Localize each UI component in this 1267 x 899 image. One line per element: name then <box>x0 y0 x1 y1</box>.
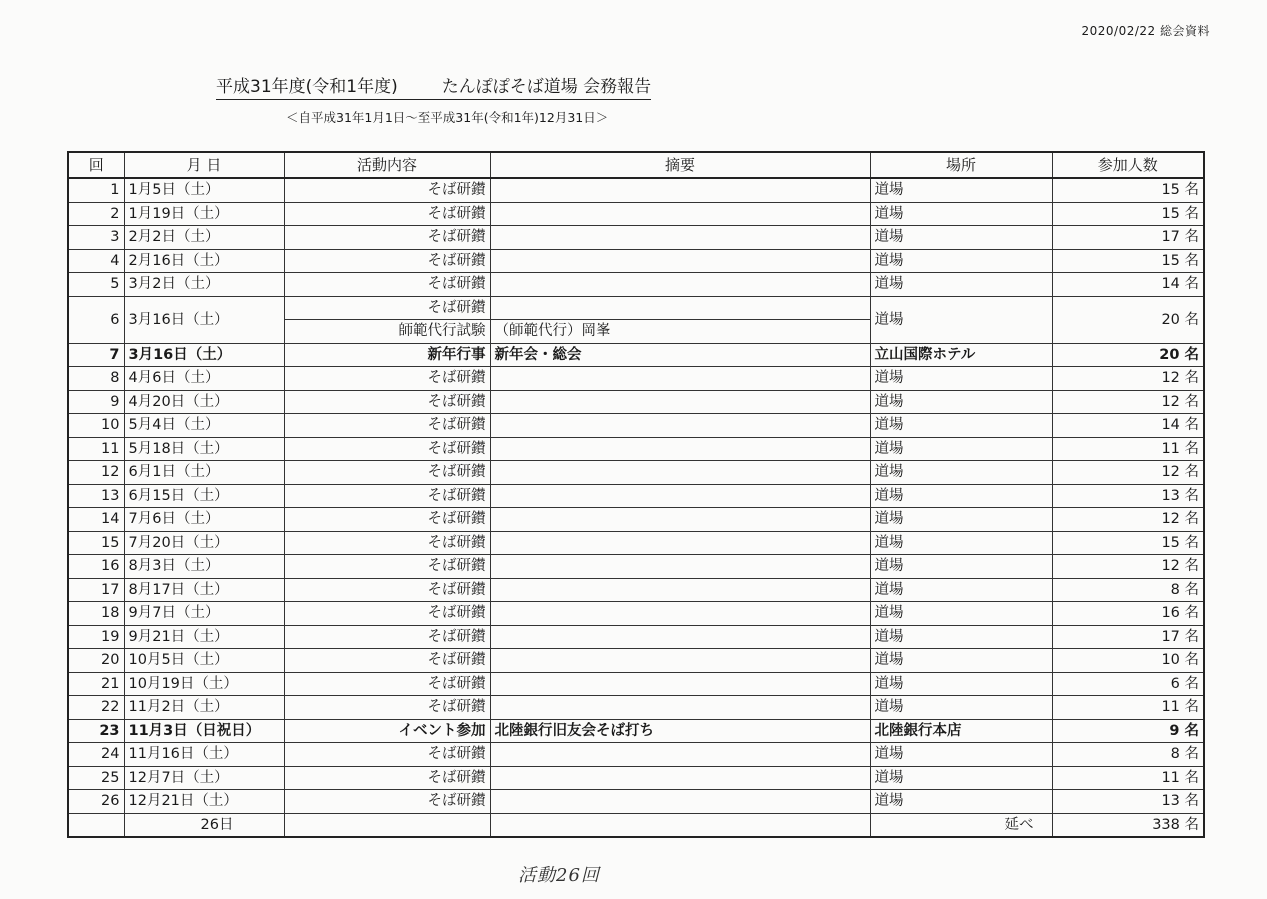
row-summary <box>490 531 870 555</box>
row-activity: そば研鑚 <box>284 437 490 461</box>
row-summary <box>490 367 870 391</box>
row-count: 11 名 <box>1052 766 1204 790</box>
table-row <box>68 414 1204 438</box>
header-count: 参加人数 <box>1052 152 1204 178</box>
row-activity: そば研鑚 <box>284 766 490 790</box>
row-summary <box>490 273 870 297</box>
row-date: 2月16日（土） <box>124 249 284 273</box>
row-number: 4 <box>68 249 124 273</box>
row-summary <box>490 672 870 696</box>
table-row <box>68 602 1204 626</box>
row-date: 1月19日（土） <box>124 202 284 226</box>
row-number: 20 <box>68 649 124 673</box>
table-row <box>68 766 1204 790</box>
row-date: 11月2日（土） <box>124 696 284 720</box>
total-blank <box>284 813 490 837</box>
header-summary: 摘要 <box>490 152 870 178</box>
row-summary: 新年会・総会 <box>490 343 870 367</box>
row-date: 7月6日（土） <box>124 508 284 532</box>
row-count: 8 名 <box>1052 743 1204 767</box>
row-count: 12 名 <box>1052 555 1204 579</box>
row-place: 道場 <box>870 649 1052 673</box>
total-blank <box>490 813 870 837</box>
row-summary <box>490 743 870 767</box>
row-date: 12月21日（土） <box>124 790 284 814</box>
row-activity: そば研鑚 <box>284 602 490 626</box>
row-count: 20 名 <box>1052 343 1204 367</box>
table-row <box>68 743 1204 767</box>
total-label: 延べ <box>870 813 1052 837</box>
row-count: 14 名 <box>1052 414 1204 438</box>
row-activity: そば研鑚 <box>284 790 490 814</box>
row-place: 道場 <box>870 390 1052 414</box>
row-summary-secondary: （師範代行）岡峯 <box>490 320 870 344</box>
row-number: 21 <box>68 672 124 696</box>
row-activity: そば研鑚 <box>284 390 490 414</box>
row-date: 3月2日（土） <box>124 273 284 297</box>
row-count: 16 名 <box>1052 602 1204 626</box>
row-activity: そば研鑚 <box>284 578 490 602</box>
row-activity: そば研鑚 <box>284 625 490 649</box>
row-activity: そば研鑚 <box>284 461 490 485</box>
row-summary <box>490 649 870 673</box>
header-no: 回 <box>68 152 124 178</box>
row-number: 17 <box>68 578 124 602</box>
header-activity: 活動内容 <box>284 152 490 178</box>
table-row <box>68 790 1204 814</box>
row-count: 12 名 <box>1052 461 1204 485</box>
row-number: 12 <box>68 461 124 485</box>
activity-report-table <box>67 151 1205 838</box>
row-activity: そば研鑚 <box>284 296 490 320</box>
row-count: 11 名 <box>1052 437 1204 461</box>
row-summary <box>490 696 870 720</box>
row-activity: そば研鑚 <box>284 484 490 508</box>
header-date: 月 日 <box>124 152 284 178</box>
row-activity: そば研鑚 <box>284 696 490 720</box>
table-row <box>68 226 1204 250</box>
title-organization: たんぽぽそば道場 会務報告 <box>441 77 652 97</box>
row-summary <box>490 249 870 273</box>
header-place: 場所 <box>870 152 1052 178</box>
row-count: 13 名 <box>1052 790 1204 814</box>
table-total-row <box>68 813 1204 837</box>
row-activity: そば研鑚 <box>284 508 490 532</box>
table-row <box>68 696 1204 720</box>
table-row <box>68 625 1204 649</box>
row-place: 北陸銀行本店 <box>870 719 1052 743</box>
table-row <box>68 273 1204 297</box>
row-place: 道場 <box>870 202 1052 226</box>
total-days: 26日 <box>124 813 284 837</box>
row-count: 8 名 <box>1052 578 1204 602</box>
table-row <box>68 178 1204 202</box>
row-place: 道場 <box>870 672 1052 696</box>
row-place: 道場 <box>870 743 1052 767</box>
title-fiscal-year: 平成31年度(令和1年度) <box>216 77 398 97</box>
row-count: 15 名 <box>1052 178 1204 202</box>
row-number: 16 <box>68 555 124 579</box>
row-place: 道場 <box>870 367 1052 391</box>
row-date: 4月6日（土） <box>124 367 284 391</box>
row-activity: 新年行事 <box>284 343 490 367</box>
total-blank <box>68 813 124 837</box>
row-place: 道場 <box>870 508 1052 532</box>
row-activity: そば研鑚 <box>284 202 490 226</box>
row-activity: そば研鑚 <box>284 178 490 202</box>
row-date: 9月7日（土） <box>124 602 284 626</box>
row-place: 道場 <box>870 178 1052 202</box>
row-date: 8月17日（土） <box>124 578 284 602</box>
row-place: 道場 <box>870 602 1052 626</box>
row-number: 13 <box>68 484 124 508</box>
row-summary <box>490 766 870 790</box>
row-number: 25 <box>68 766 124 790</box>
table-row <box>68 437 1204 461</box>
row-place: 立山国際ホテル <box>870 343 1052 367</box>
row-place: 道場 <box>870 249 1052 273</box>
row-place: 道場 <box>870 578 1052 602</box>
row-number: 9 <box>68 390 124 414</box>
row-number: 8 <box>68 367 124 391</box>
row-place: 道場 <box>870 696 1052 720</box>
row-count: 11 名 <box>1052 696 1204 720</box>
document-date-label: 2020/02/22 総会資料 <box>1081 24 1210 38</box>
row-summary <box>490 625 870 649</box>
row-date: 10月5日（土） <box>124 649 284 673</box>
row-summary <box>490 437 870 461</box>
row-number: 18 <box>68 602 124 626</box>
row-date: 10月19日（土） <box>124 672 284 696</box>
report-period: ＜自平成31年1月1日～至平成31年(令和1年)12月31日＞ <box>286 110 609 125</box>
row-summary <box>490 461 870 485</box>
row-place: 道場 <box>870 273 1052 297</box>
row-date: 1月5日（土） <box>124 178 284 202</box>
row-count: 15 名 <box>1052 202 1204 226</box>
table-row <box>68 367 1204 391</box>
row-count: 10 名 <box>1052 649 1204 673</box>
row-number: 24 <box>68 743 124 767</box>
row-activity: そば研鑚 <box>284 672 490 696</box>
row-summary <box>490 390 870 414</box>
row-summary <box>490 414 870 438</box>
row-activity: そば研鑚 <box>284 555 490 579</box>
row-date: 7月20日（土） <box>124 531 284 555</box>
row-date: 9月21日（土） <box>124 625 284 649</box>
row-place: 道場 <box>870 296 1052 343</box>
row-place: 道場 <box>870 625 1052 649</box>
row-place: 道場 <box>870 766 1052 790</box>
table-row <box>68 461 1204 485</box>
row-summary <box>490 578 870 602</box>
row-number: 5 <box>68 273 124 297</box>
row-number: 6 <box>68 296 124 343</box>
row-summary <box>490 790 870 814</box>
table-row <box>68 202 1204 226</box>
row-activity-secondary: 師範代行試験 <box>284 320 490 344</box>
table-row <box>68 719 1204 743</box>
table-row <box>68 649 1204 673</box>
row-number: 1 <box>68 178 124 202</box>
table-row <box>68 484 1204 508</box>
row-summary <box>490 508 870 532</box>
row-date: 12月7日（土） <box>124 766 284 790</box>
table-row <box>68 508 1204 532</box>
row-summary <box>490 296 870 320</box>
row-place: 道場 <box>870 484 1052 508</box>
row-number: 11 <box>68 437 124 461</box>
row-date: 11月3日（日祝日） <box>124 719 284 743</box>
row-summary: 北陸銀行旧友会そば打ち <box>490 719 870 743</box>
row-place: 道場 <box>870 531 1052 555</box>
row-summary <box>490 226 870 250</box>
table-row <box>68 555 1204 579</box>
row-place: 道場 <box>870 226 1052 250</box>
row-count: 17 名 <box>1052 625 1204 649</box>
row-activity: そば研鑚 <box>284 249 490 273</box>
row-date: 6月15日（土） <box>124 484 284 508</box>
row-number: 19 <box>68 625 124 649</box>
row-number: 3 <box>68 226 124 250</box>
row-date: 5月4日（土） <box>124 414 284 438</box>
row-activity: そば研鑚 <box>284 743 490 767</box>
row-summary <box>490 484 870 508</box>
row-number: 2 <box>68 202 124 226</box>
row-date: 3月16日（土） <box>124 296 284 343</box>
row-number: 10 <box>68 414 124 438</box>
row-summary <box>490 602 870 626</box>
row-summary <box>490 178 870 202</box>
row-count: 6 名 <box>1052 672 1204 696</box>
row-count: 12 名 <box>1052 390 1204 414</box>
table-row <box>68 249 1204 273</box>
total-count: 338 名 <box>1052 813 1204 837</box>
row-activity: そば研鑚 <box>284 649 490 673</box>
row-number: 15 <box>68 531 124 555</box>
table-row <box>68 390 1204 414</box>
row-date: 4月20日（土） <box>124 390 284 414</box>
row-date: 11月16日（土） <box>124 743 284 767</box>
row-number: 26 <box>68 790 124 814</box>
table-row <box>68 578 1204 602</box>
row-summary <box>490 202 870 226</box>
table-row <box>68 296 1204 320</box>
row-date: 3月16日（土） <box>124 343 284 367</box>
row-count: 15 名 <box>1052 531 1204 555</box>
document-title <box>216 72 651 100</box>
row-number: 23 <box>68 719 124 743</box>
row-activity: そば研鑚 <box>284 273 490 297</box>
row-date: 5月18日（土） <box>124 437 284 461</box>
table-header-row <box>68 152 1204 178</box>
row-number: 22 <box>68 696 124 720</box>
row-count: 13 名 <box>1052 484 1204 508</box>
row-place: 道場 <box>870 555 1052 579</box>
table-row <box>68 343 1204 367</box>
row-count: 20 名 <box>1052 296 1204 343</box>
handwritten-note: 活動26回 <box>518 865 600 886</box>
row-activity: そば研鑚 <box>284 414 490 438</box>
row-activity: そば研鑚 <box>284 226 490 250</box>
table-row <box>68 672 1204 696</box>
row-number: 7 <box>68 343 124 367</box>
table-row <box>68 531 1204 555</box>
row-number: 14 <box>68 508 124 532</box>
row-activity: イベント参加 <box>284 719 490 743</box>
row-summary <box>490 555 870 579</box>
row-count: 12 名 <box>1052 367 1204 391</box>
row-place: 道場 <box>870 414 1052 438</box>
row-date: 6月1日（土） <box>124 461 284 485</box>
row-date: 2月2日（土） <box>124 226 284 250</box>
row-activity: そば研鑚 <box>284 531 490 555</box>
row-place: 道場 <box>870 790 1052 814</box>
row-count: 9 名 <box>1052 719 1204 743</box>
row-count: 15 名 <box>1052 249 1204 273</box>
row-count: 14 名 <box>1052 273 1204 297</box>
row-count: 17 名 <box>1052 226 1204 250</box>
row-place: 道場 <box>870 461 1052 485</box>
row-count: 12 名 <box>1052 508 1204 532</box>
row-date: 8月3日（土） <box>124 555 284 579</box>
row-activity: そば研鑚 <box>284 367 490 391</box>
row-place: 道場 <box>870 437 1052 461</box>
